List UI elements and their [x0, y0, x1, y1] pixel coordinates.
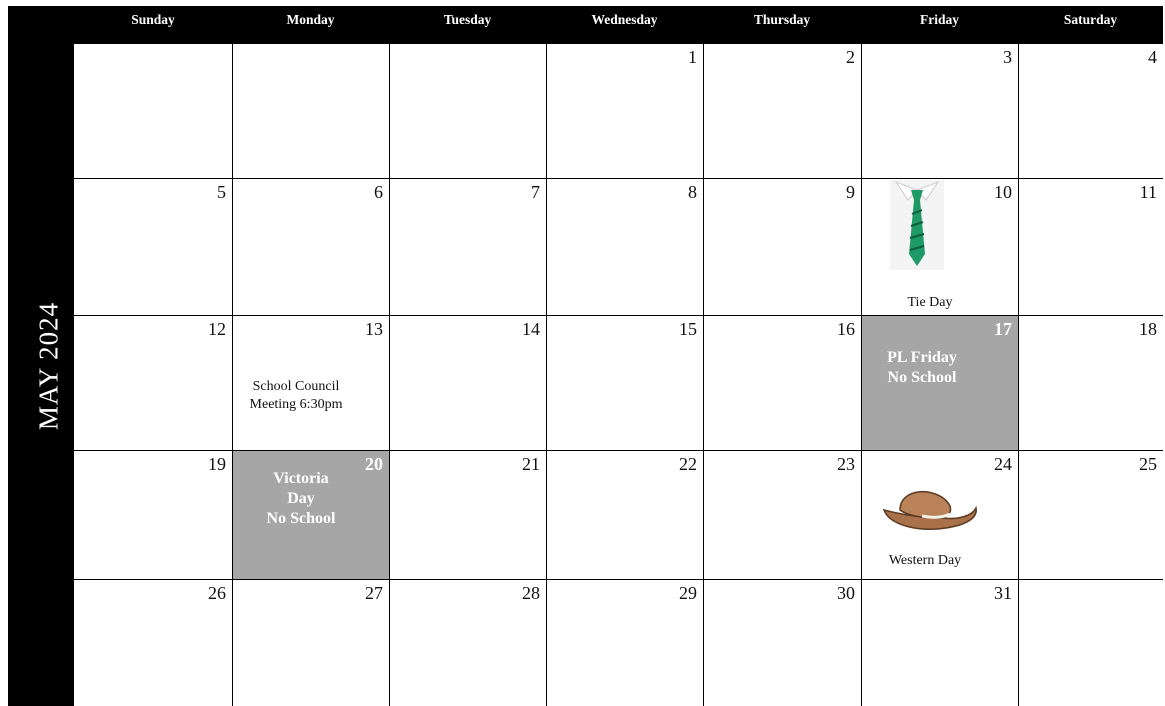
cowboy-hat-icon — [880, 488, 982, 541]
day-number: 11 — [1139, 182, 1157, 202]
day-number: 4 — [1148, 47, 1157, 67]
day-cell-2[interactable] — [704, 44, 861, 178]
day-cell-12[interactable] — [74, 316, 232, 450]
weekday-wednesday: Wednesday — [591, 12, 658, 27]
day-cell-22[interactable] — [547, 451, 703, 579]
event-tie-day: Tie Day — [907, 295, 953, 310]
day-number: 8 — [688, 182, 697, 202]
day-cell-empty[interactable] — [1019, 580, 1163, 706]
day-number: 3 — [1003, 47, 1012, 67]
day-number: 18 — [1139, 319, 1157, 339]
month-side-band — [8, 6, 74, 706]
grid-line — [74, 315, 1163, 316]
day-cell-5[interactable] — [74, 179, 232, 315]
day-cell-19[interactable] — [74, 451, 232, 579]
grid-line — [232, 44, 233, 706]
day-number: 5 — [217, 182, 226, 202]
weekday-saturday: Saturday — [1063, 12, 1118, 27]
day-cell-29[interactable] — [547, 580, 703, 706]
day-cell-28[interactable] — [390, 580, 546, 706]
day-cell-8[interactable] — [547, 179, 703, 315]
grid-line — [1018, 44, 1019, 706]
day-number: 29 — [679, 583, 697, 603]
day-cell-26[interactable] — [74, 580, 232, 706]
day-number: 13 — [365, 319, 383, 339]
day-number: 7 — [531, 182, 540, 202]
day-cell-6[interactable] — [233, 179, 389, 315]
grid-line — [389, 44, 390, 706]
event-western-day: Western Day — [888, 553, 962, 568]
grid-line — [74, 178, 1163, 179]
grid-line — [74, 579, 1163, 580]
day-cell-23[interactable] — [704, 451, 861, 579]
day-number: 26 — [208, 583, 226, 603]
month-title: MAY 2024 — [33, 301, 64, 431]
day-cell-9[interactable] — [704, 179, 861, 315]
day-number: 1 — [688, 47, 697, 67]
day-number: 2 — [846, 47, 855, 67]
event-pl-friday: PL Friday No School — [887, 349, 957, 386]
tie-icon — [890, 180, 944, 275]
day-number: 27 — [365, 583, 383, 603]
day-number: 6 — [374, 182, 383, 202]
day-cell-30[interactable] — [704, 580, 861, 706]
day-number: 9 — [846, 182, 855, 202]
grid-line — [703, 44, 704, 706]
day-number: 22 — [679, 454, 697, 474]
day-number: 24 — [994, 454, 1012, 474]
weekday-monday: Monday — [286, 12, 335, 27]
day-number: 28 — [522, 583, 540, 603]
weekday-tuesday: Tuesday — [443, 12, 492, 27]
day-number: 15 — [679, 319, 697, 339]
day-cell-7[interactable] — [390, 179, 546, 315]
day-number: 19 — [208, 454, 226, 474]
day-cell-empty[interactable] — [390, 44, 546, 178]
day-cell-empty[interactable] — [74, 44, 232, 178]
weekday-friday: Friday — [920, 12, 959, 27]
day-cell-16[interactable] — [704, 316, 861, 450]
day-cell-25[interactable] — [1019, 451, 1163, 579]
day-cell-empty[interactable] — [233, 44, 389, 178]
day-cell-1[interactable] — [547, 44, 703, 178]
day-number: 25 — [1139, 454, 1157, 474]
day-cell-14[interactable] — [390, 316, 546, 450]
day-cell-27[interactable] — [233, 580, 389, 706]
day-number: 10 — [994, 182, 1012, 202]
day-number: 12 — [208, 319, 226, 339]
day-cell-31[interactable] — [862, 580, 1018, 706]
day-number: 31 — [994, 583, 1012, 603]
day-cell-3[interactable] — [862, 44, 1018, 178]
weekday-thursday: Thursday — [753, 12, 811, 27]
day-number: 16 — [837, 319, 855, 339]
grid-line — [74, 450, 1163, 451]
weekday-sunday: Sunday — [131, 12, 175, 27]
day-number: 23 — [837, 454, 855, 474]
event-victoria-day: Victoria Day No School — [266, 470, 336, 527]
day-number: 30 — [837, 583, 855, 603]
day-cell-15[interactable] — [547, 316, 703, 450]
day-number: 20 — [365, 454, 383, 474]
day-number: 17 — [994, 319, 1012, 339]
day-cell-11[interactable] — [1019, 179, 1163, 315]
day-number: 21 — [522, 454, 540, 474]
day-cell-21[interactable] — [390, 451, 546, 579]
grid-line — [546, 44, 547, 706]
day-cell-18[interactable] — [1019, 316, 1163, 450]
day-cell-4[interactable] — [1019, 44, 1163, 178]
day-number: 14 — [522, 319, 540, 339]
event-school-council: School Council Meeting 6:30pm — [249, 379, 343, 412]
